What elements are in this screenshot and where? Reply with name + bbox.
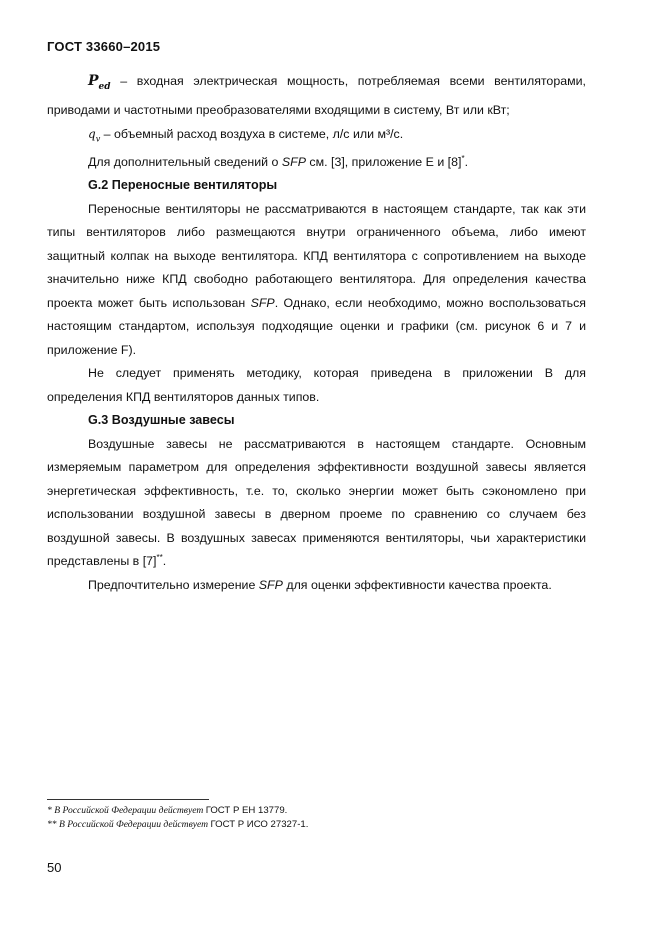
definition-qv: $q_v$ – объемный расход воздуха в системе, л/с или м³/с. — [88, 126, 404, 144]
section-heading-g2: G.2 Переносные вентиляторы — [88, 178, 278, 193]
footnotes — [47, 804, 308, 832]
footnote-2: ** В Российской Федерации действует ГОСТ Р ИСО 27327-1. — [47, 819, 309, 830]
definition-ped: $P_{ed}$ – входная электрическая мощность, потребляемая всеми вентиляторами, приводами и частотными преобразователями входящими в систему, Вт или кВт; — [47, 73, 586, 118]
document-header: ГОСТ 33660–2015 — [47, 39, 161, 54]
g3-paragraph-1: Воздушные завесы не рассматриваются в настоящем стандарте. Основным измеряемым параметром для определения эффективности воздушной завесы является энергетическая эффективность, т.е. то, сколько энергии может быть сэкономлено при использовании воздушной завесы в дверном проеме по сравнению со случаем без воздушной завесы. В воздушных завесах применяются вентиляторы, чьи характеристики представлены в [7]**. — [47, 436, 586, 569]
ped-symbol: $P_{ed}$ — [88, 73, 111, 92]
footnote-1: * В Российской Федерации действует ГОСТ Р ЕН 13779. — [47, 805, 288, 816]
qv-symbol: $q_v$ — [88, 126, 101, 144]
document-body — [47, 70, 586, 597]
footnote-mark: ** — [156, 553, 163, 563]
footnote-mark: * — [461, 153, 465, 163]
g3-paragraph-2: Предпочтительно измерение SFP для оценки эффективности качества проекта. — [88, 577, 552, 592]
g2-paragraph-1: Переносные вентиляторы не рассматриваются в настоящем стандарте, так как эти типы вентиляторов либо размещаются внутри ограниченного объема, либо имеют защитный колпак на выходе вентилятора. КПД вентилятора с сопротивлением на выходе значительно ниже КПД свободно работающего вентилятора. Для определения качества проекта может быть использован SFP. Однако, если необходимо, можно воспользоваться настоящим стандартом, используя подходящие оценки и графики (см. рисунок 6 и 7 и приложение F). — [47, 201, 586, 357]
footnote-divider — [47, 799, 209, 800]
extra-info-paragraph: Для дополнительный сведений о SFP см. [3], приложение Е и [8]*. — [88, 153, 469, 169]
section-heading-g3: G.3 Воздушные завесы — [88, 413, 235, 428]
g2-paragraph-2: Не следует применять методику, которая приведена в приложении В для определения КПД вентиляторов данных типов. — [47, 366, 586, 404]
page-number: 50 — [47, 860, 62, 875]
